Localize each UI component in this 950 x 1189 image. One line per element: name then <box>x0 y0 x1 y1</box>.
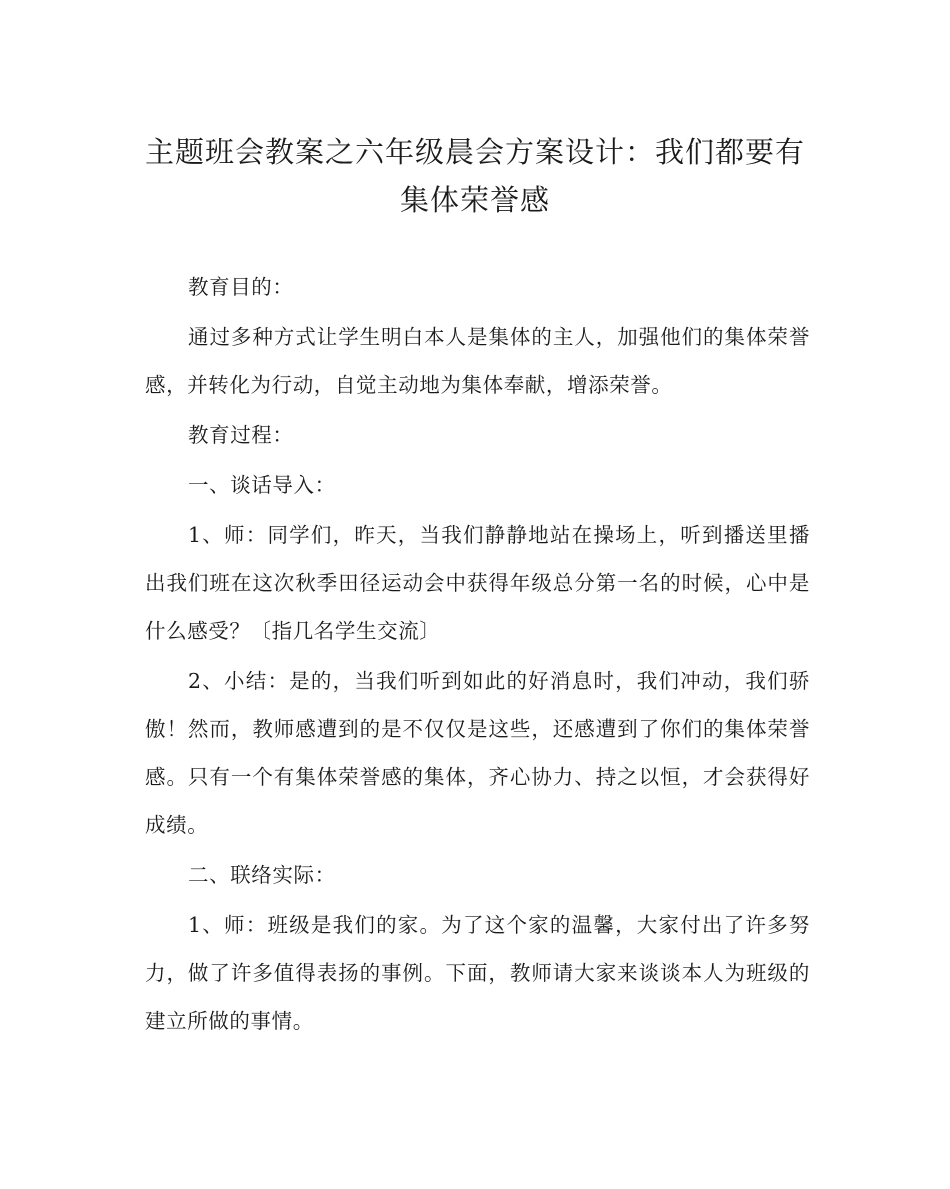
paragraph-section-one-heading: 一、谈话导入： <box>188 473 336 497</box>
paragraph-section-two-heading: 二、联络实际： <box>188 863 336 887</box>
document-body <box>145 263 810 1047</box>
document-title: 主题班会教案之六年级晨会方案设计：我们都要有集体荣誉感 <box>144 135 805 217</box>
paragraph-section-one-item-1: 1、师：同学们，昨天，当我们静静地站在操场上，听到播送里播出我们班在这次秋季田径运动会中获得年级总分第一名的时候，心中是什么感受？〔指几名学生交流〕 <box>145 523 810 643</box>
paragraph-education-process-heading: 教育过程： <box>188 423 294 447</box>
paragraph-education-goal-heading: 教育目的： <box>188 275 294 299</box>
paragraph-section-one-item-2: 2、小结：是的，当我们听到如此的好消息时，我们冲动，我们骄傲！然而，教师感遭到的是不仅仅是这些，还感遭到了你们的集体荣誉感。只有一个有集体荣誉感的集体，齐心协力、持之以恒，才会获得好成绩。 <box>145 669 810 837</box>
paragraph-education-goal: 通过多种方式让学生明白本人是集体的主人，加强他们的集体荣誉感，并转化为行动，自觉主动地为集体奉献，增添荣誉。 <box>145 325 810 397</box>
paragraph-section-two-item-1: 1、师：班级是我们的家。为了这个家的温馨，大家付出了许多努力，做了许多值得表扬的事例。下面，教师请大家来谈谈本人为班级的建立所做的事情。 <box>145 913 810 1033</box>
